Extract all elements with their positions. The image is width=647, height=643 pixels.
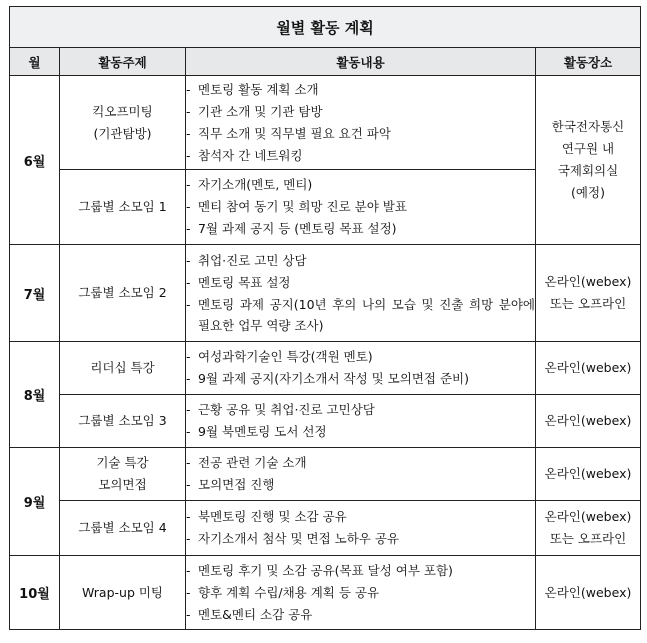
topic-line: 리더십 특강 (90, 360, 155, 375)
topic-cell (60, 342, 186, 395)
topic-cell (60, 448, 186, 501)
topic-cell (60, 395, 186, 448)
place-line: 국제회의실 (557, 163, 619, 178)
place-cell (536, 395, 641, 448)
content-item: - 멘토링 과제 공지(10년 후의 나의 모습 및 진출 희망 분야에 필요한 업무 역량 조사) (186, 294, 535, 336)
content-item: - 9월 북멘토링 도서 선정 (186, 421, 535, 443)
table-row (10, 245, 641, 342)
table-row (10, 76, 641, 170)
month-cell: 8월 (10, 342, 60, 448)
table-row (10, 342, 641, 395)
place-line: 온라인(webex) (544, 509, 632, 524)
month-cell: 6월 (10, 76, 60, 245)
place-line: 온라인(webex) (544, 413, 632, 428)
content-item: - 멘토링 활동 계획 소개 (186, 79, 535, 101)
topic-line: 그룹별 소모임 3 (78, 413, 167, 428)
content-item: - 근황 공유 및 취업·진로 고민상담 (186, 399, 535, 421)
topic-cell (60, 556, 186, 630)
topic-line: 모의면접 (98, 477, 147, 492)
place-cell (536, 76, 641, 245)
content-item: - 기관 소개 및 기관 탐방 (186, 101, 535, 123)
place-line: (예정) (571, 185, 605, 200)
monthly-plan-table (9, 6, 641, 630)
content-cell (186, 501, 536, 556)
content-item: - 멘티 참여 동기 및 희망 진로 분야 발표 (186, 196, 535, 218)
topic-line: 그룹별 소모임 2 (78, 285, 167, 300)
place-line: 또는 오프라인 (549, 531, 627, 546)
content-item: - 멘토링 후기 및 소감 공유(목표 달성 여부 포함) (186, 560, 535, 582)
header-month: 월 (10, 48, 60, 76)
topic-line: 그룹별 소모임 1 (78, 199, 167, 214)
header-row (10, 48, 641, 76)
table-row (10, 501, 641, 556)
content-item: - 북멘토링 진행 및 소감 공유 (186, 506, 535, 528)
place-cell (536, 342, 641, 395)
place-line: 또는 오프라인 (549, 296, 627, 311)
content-item: - 전공 관련 기술 소개 (186, 452, 535, 474)
content-item: - 여성과학기술인 특강(객원 멘토) (186, 346, 535, 368)
topic-cell (60, 245, 186, 342)
month-cell: 10월 (10, 556, 60, 630)
place-cell (536, 501, 641, 556)
place-line: 한국전자통신 (551, 119, 625, 134)
content-item: - 9월 과제 공지(자기소개서 작성 및 모의면접 준비) (186, 368, 535, 390)
topic-line: (기관탐방) (93, 125, 152, 141)
content-item: - 7월 과제 공지 등 (멘토링 목표 설정) (186, 218, 535, 240)
place-line: 온라인(webex) (544, 584, 632, 600)
topic-cell (60, 501, 186, 556)
content-cell (186, 76, 536, 170)
content-item: - 모의면접 진행 (186, 474, 535, 496)
content-cell (186, 245, 536, 342)
content-item: - 멘토&멘티 소감 공유 (186, 604, 535, 626)
topic-line: 그룹별 소모임 4 (78, 520, 167, 535)
place-line: 온라인(webex) (544, 360, 632, 375)
place-line: 연구원 내 (561, 141, 615, 156)
topic-line: 기술 특강 (96, 455, 149, 470)
month-cell: 7월 (10, 245, 60, 342)
topic-line: Wrap-up 미팅 (81, 584, 164, 600)
content-cell (186, 342, 536, 395)
table-title: 월별 활동 계획 (10, 7, 641, 48)
header-topic: 활동주제 (60, 48, 186, 76)
content-cell (186, 448, 536, 501)
topic-cell (60, 76, 186, 170)
content-item: - 멘토링 목표 설정 (186, 272, 535, 294)
place-cell (536, 448, 641, 501)
content-item: - 취업·진로 고민 상담 (186, 250, 535, 272)
content-cell (186, 395, 536, 448)
header-place: 활동장소 (536, 48, 641, 76)
table-row (10, 395, 641, 448)
content-item: - 자기소개서 첨삭 및 면접 노하우 공유 (186, 528, 535, 550)
content-item: - 참석자 간 네트워킹 (186, 145, 535, 167)
header-content: 활동내용 (186, 48, 536, 76)
topic-line: 킥오프미팅 (92, 103, 153, 119)
content-cell (186, 556, 536, 630)
table-row (10, 448, 641, 501)
content-item: - 직무 소개 및 직무별 필요 요건 파악 (186, 123, 535, 145)
topic-cell (60, 170, 186, 245)
content-cell (186, 170, 536, 245)
place-cell (536, 245, 641, 342)
table-row (10, 556, 641, 630)
place-line: 온라인(webex) (544, 466, 632, 481)
place-line: 온라인(webex) (544, 274, 632, 289)
content-item: - 향후 계획 수립/채용 계획 등 공유 (186, 582, 535, 604)
place-cell (536, 556, 641, 630)
month-cell: 9월 (10, 448, 60, 556)
content-item: - 자기소개(멘토, 멘티) (186, 174, 535, 196)
